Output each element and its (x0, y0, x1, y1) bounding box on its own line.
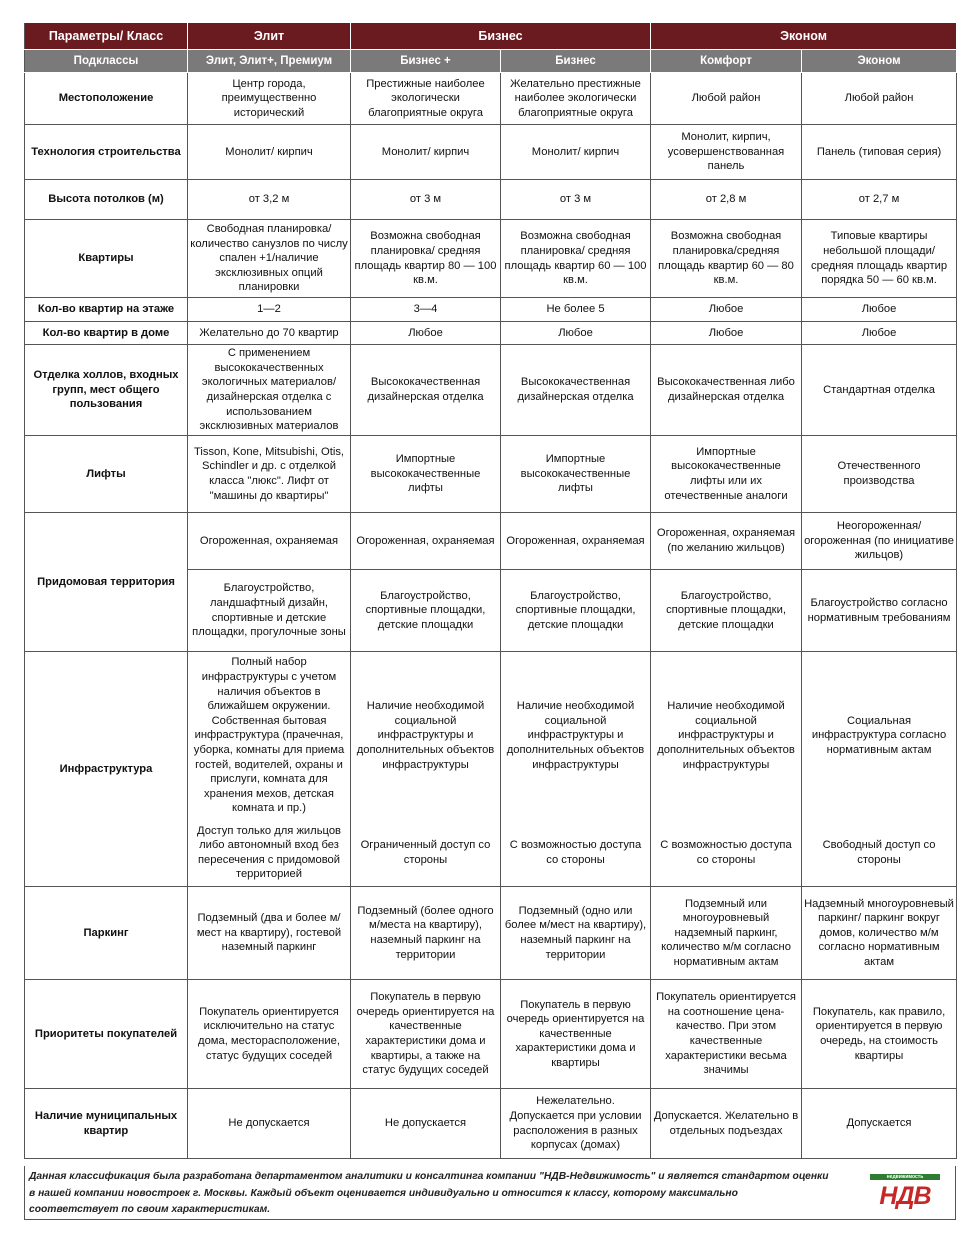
table-row (25, 345, 957, 436)
table-cell: Желательно престижные наиболее экологически благоприятные округа (501, 73, 651, 125)
table-cell: Не допускается (188, 1089, 351, 1159)
table-cell: Покупатель ориентируется на соотношение цена-качество. При этом качественные характеристики весьма значимы (651, 980, 802, 1089)
table-cell: Благоустройство согласно нормативным требованиям (802, 570, 957, 652)
table-cell: 1—2 (188, 298, 351, 322)
table-cell: Покупатель в первую очередь ориентируется на качественные характеристики дома и квартиры, а также на статус будущих соседей (351, 980, 501, 1089)
table-cell: Желательно до 70 квартир (188, 322, 351, 345)
table-cell: Не допускается (351, 1089, 501, 1159)
table-cell: Неогороженная/ огороженная (по инициативе жильцов) (802, 513, 957, 570)
table-cell: Ограниченный доступ со стороны (351, 820, 501, 887)
table-row (25, 513, 957, 570)
subclass-business: Бизнес (501, 50, 651, 73)
row-param: Кол-во квартир на этаже (25, 298, 188, 322)
table-row (25, 980, 957, 1089)
table-cell: Любое (651, 298, 802, 322)
table-cell: С применением высококачественных экологичных материалов/ дизайнерская отделка с использованием эксклюзивных материалов (188, 345, 351, 436)
table-cell: Подземный (более одного м/места на квартиру), наземный паркинг на территории (351, 887, 501, 980)
table-cell: Любой район (802, 73, 957, 125)
footer-note (24, 1166, 956, 1220)
table-cell: Доступ только для жильцов либо автономный вход без пересечения с придомовой территорией (188, 820, 351, 887)
table-cell: Монолит, кирпич, усовершенствованная панель (651, 125, 802, 180)
table-cell: Полный набор инфраструктуры с учетом наличия объектов в ближайшем окружении. Собственная бытовая инфраструктура (прачечная, уборка, комнаты для приема гостей, водителей, охраны и прислуги, комната для хранения мехов, детская комната и пр.) (188, 652, 351, 820)
table-cell: Tisson, Kone, Mitsubishi, Otis, Schindler и др. с отделкой класса "люкс". Лифт от "машины до квартиры" (188, 436, 351, 513)
table-cell: Возможна свободная планировка/ средняя площадь квартир 60 — 100 кв.м. (501, 220, 651, 298)
table-row (25, 73, 957, 125)
table-cell: Панель (типовая серия) (802, 125, 957, 180)
table-cell: Стандартная отделка (802, 345, 957, 436)
table-row (25, 436, 957, 513)
table-cell: Возможна свободная планировка/ средняя площадь квартир 80 — 100 кв.м. (351, 220, 501, 298)
table-cell: Подземный (два и более м/мест на квартиру), гостевой наземный паркинг (188, 887, 351, 980)
table-cell: Высококачественная дизайнерская отделка (501, 345, 651, 436)
logo-top-band (870, 1174, 940, 1180)
class-header-row (25, 23, 957, 50)
table-cell: Надземный многоуровневый паркинг/ паркинг вокруг домов, количество м/м согласно нормативным актам (802, 887, 957, 980)
subclass-econom: Эконом (802, 50, 957, 73)
table-cell: Высококачественная либо дизайнерская отделка (651, 345, 802, 436)
table-cell: Наличие необходимой социальной инфраструктуры и дополнительных объектов инфраструктуры (351, 652, 501, 820)
table-cell: Любое (651, 322, 802, 345)
row-param: Придомовая территория (25, 513, 188, 652)
table-cell: Подземный (одно или более м/мест на квартиру), наземный паркинг на территории (501, 887, 651, 980)
table-cell: Престижные наиболее экологически благоприятные округа (351, 73, 501, 125)
table-cell: от 3,2 м (188, 180, 351, 220)
subclass-label: Подклассы (25, 50, 188, 73)
table-cell: Свободная планировка/количество санузлов по числу спален +1/наличие эксклюзивных опций планировки (188, 220, 351, 298)
table-cell: С возможностью доступа со стороны (501, 820, 651, 887)
table-cell: Огороженная, охраняемая (351, 513, 501, 570)
table-cell: Любое (501, 322, 651, 345)
row-param: Местоположение (25, 73, 188, 125)
subclass-header-row (25, 50, 957, 73)
table-cell: Импортные высококачественные лифты (501, 436, 651, 513)
row-param: Высота потолков (м) (25, 180, 188, 220)
table-cell: Благоустройство, ландшафтный дизайн, спортивные и детские площадки, прогулочные зоны (188, 570, 351, 652)
subclass-business-plus: Бизнес + (351, 50, 501, 73)
table-cell: Благоустройство, спортивные площадки, детские площадки (351, 570, 501, 652)
class-business-header: Бизнес (351, 23, 651, 50)
table-cell: Благоустройство, спортивные площадки, детские площадки (651, 570, 802, 652)
table-row (25, 220, 957, 298)
ndv-logo (870, 1174, 940, 1212)
class-econom-header: Эконом (651, 23, 957, 50)
table-cell: Социальная инфраструктура согласно нормативным актам (802, 652, 957, 820)
table-cell: Любое (802, 322, 957, 345)
table-cell: от 2,7 м (802, 180, 957, 220)
table-row (25, 125, 957, 180)
table-cell: Покупатель, как правило, ориентируется в первую очередь, на стоимость квартиры (802, 980, 957, 1089)
table-cell: Наличие необходимой социальной инфраструктуры и дополнительных объектов инфраструктуры (501, 652, 651, 820)
row-param: Паркинг (25, 887, 188, 980)
table-cell: от 2,8 м (651, 180, 802, 220)
logo-main-text: НДВ (879, 1182, 931, 1210)
logo-top-text: недвижимость (886, 1174, 924, 1180)
table-cell: Отечественного производства (802, 436, 957, 513)
footer-text: Данная классификация была разработана департаментом аналитики и консалтинга компании "НДВ-Недвижимость" и является стандартом оценки в нашей компании новостроек г. Москвы. Каждый объект оценивается индивидуально и относится к классу, которому максимально соответствует по своим характеристикам. (29, 1171, 829, 1215)
table-cell: Огороженная, охраняемая (по желанию жильцов) (651, 513, 802, 570)
params-header: Параметры/ Класс (25, 23, 188, 50)
table-cell: Центр города, преимущественно исторический (188, 73, 351, 125)
table-cell: Монолит/ кирпич (351, 125, 501, 180)
row-param: Лифты (25, 436, 188, 513)
table-cell: Монолит/ кирпич (188, 125, 351, 180)
table-row (25, 1089, 957, 1159)
row-param: Технология строительства (25, 125, 188, 180)
table-cell: от 3 м (501, 180, 651, 220)
table-cell: Высококачественная дизайнерская отделка (351, 345, 501, 436)
row-param: Наличие муниципальных квартир (25, 1089, 188, 1159)
table-cell: Наличие необходимой социальной инфраструктуры и дополнительных объектов инфраструктуры (651, 652, 802, 820)
row-param: Квартиры (25, 220, 188, 298)
table-cell: Не более 5 (501, 298, 651, 322)
table-cell: Допускается. Желательно в отдельных подъездах (651, 1089, 802, 1159)
subclass-elite: Элит, Элит+, Премиум (188, 50, 351, 73)
table-cell: от 3 м (351, 180, 501, 220)
table-row (25, 322, 957, 345)
table-cell: Огороженная, охраняемая (501, 513, 651, 570)
row-param: Инфраструктура (25, 652, 188, 887)
row-param: Отделка холлов, входных групп, мест общего пользования (25, 345, 188, 436)
table-cell: Импортные высококачественные лифты или их отечественные аналоги (651, 436, 802, 513)
table-cell: Благоустройство, спортивные площадки, детские площадки (501, 570, 651, 652)
class-elite-header: Элит (188, 23, 351, 50)
table-cell: Любое (802, 298, 957, 322)
classification-table-wrapper (24, 22, 956, 1159)
table-cell: Свободный доступ со стороны (802, 820, 957, 887)
table-cell: Типовые квартиры небольшой площади/ средняя площадь квартир порядка 50 — 60 кв.м. (802, 220, 957, 298)
table-cell: Огороженная, охраняемая (188, 513, 351, 570)
row-param: Кол-во квартир в доме (25, 322, 188, 345)
table-cell: Монолит/ кирпич (501, 125, 651, 180)
classification-table (24, 22, 957, 1159)
table-cell: Покупатель ориентируется исключительно на статус дома, месторасположение, статус будущих соседей (188, 980, 351, 1089)
table-cell: С возможностью доступа со стороны (651, 820, 802, 887)
table-cell: Любой район (651, 73, 802, 125)
table-cell: Нежелательно. Допускается при условии расположения в разных корпусах (домах) (501, 1089, 651, 1159)
table-cell: 3—4 (351, 298, 501, 322)
table-cell: Возможна свободная планировка/средняя площадь квартир 60 — 80 кв.м. (651, 220, 802, 298)
subclass-comfort: Комфорт (651, 50, 802, 73)
row-param: Приоритеты покупателей (25, 980, 188, 1089)
table-cell: Подземный или многоуровневый надземный паркинг, количество м/м согласно нормативным актам (651, 887, 802, 980)
table-row (25, 298, 957, 322)
table-cell: Любое (351, 322, 501, 345)
table-cell: Покупатель в первую очередь ориентируется на качественные характеристики дома и квартиры (501, 980, 651, 1089)
table-cell: Импортные высококачественные лифты (351, 436, 501, 513)
table-row (25, 887, 957, 980)
table-cell: Допускается (802, 1089, 957, 1159)
table-row (25, 652, 957, 820)
table-row (25, 180, 957, 220)
